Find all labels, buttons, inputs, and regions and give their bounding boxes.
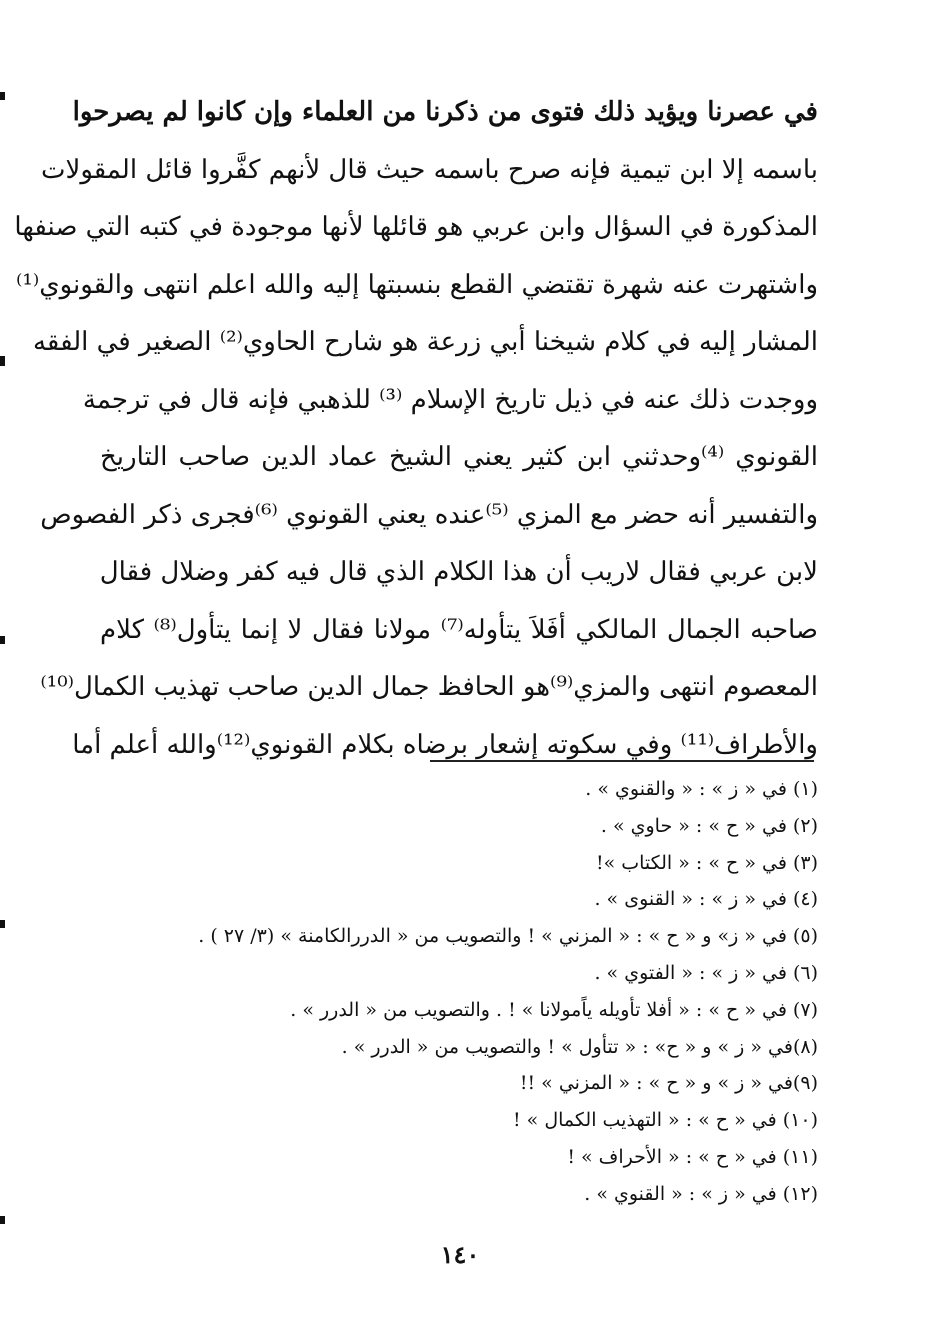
text-line: المذكورة في السؤال وابن عربي هو قائلها لأنها موجودة في كتبه التي صنفها (14, 212, 818, 242)
footnote: (١) في « ز » : « والقنوي » . (585, 778, 818, 800)
footnote: (٦) في « ز » : « الفتوي » . (594, 961, 818, 984)
footnote: (٤) في « ز » : « القنوى » . (594, 888, 818, 911)
text-line: المشار إليه في كلام شيخنا أبي زرعة هو شارح الحاوي⁽²⁾ الصغير في الفقه (32, 327, 818, 357)
footnote-separator (430, 760, 814, 762)
text-line: ووجدت ذلك عنه في ذيل تاريخ الإسلام ⁽³⁾ للذهبي فإنه قال في ترجمة (82, 384, 818, 415)
margin-mark (0, 356, 5, 366)
footnote: (١٢) في « ز » : « القنوي » . (584, 1182, 818, 1205)
text-line: واشتهرت عنه شهرة تقتضي القطع بنسبتها إليه والله اعلم انتهى والقونوي⁽¹⁾ (16, 269, 818, 300)
page-number: ١٤٠ (440, 1240, 480, 1269)
text-line: لابن عربي فقال لاريب أن هذا الكلام الذي قال فيه كفر وضلال فقال (99, 557, 818, 587)
text-line: صاحبه الجمال المالكي أفَلاَ يتأوله⁽⁷⁾ مولانا فقال لا إنما يتأول⁽⁸⁾ كلام (100, 614, 819, 645)
footnote: (٨)في « ز » و « ح» : « تتأول » ! والتصويب من « الدرر » . (341, 1035, 818, 1058)
margin-mark (0, 92, 5, 100)
text-line: المعصوم انتهى والمزي⁽⁹⁾هو الحافظ جمال الدين صاحب تهذيب الكمال⁽¹⁰⁾ (40, 672, 818, 702)
text-line: القونوي ⁽⁴⁾وحدثني ابن كثير يعني الشيخ عماد الدين صاحب التاريخ (100, 442, 818, 472)
footnote: (٧) في « ح » : « أفلا تأويله ياًمولانا » ! . والتصويب من « الدرر » . (290, 998, 818, 1021)
footnote: (٢) في « ح » : « حاوي » . (600, 814, 818, 837)
margin-mark (0, 920, 5, 928)
footnote: (٩)في « ز » و « ح » : « المزني » !! (519, 1072, 818, 1095)
main-text (14, 88, 819, 778)
footnote: (٥) في « ز» و « ح » : « المزني » ! والتصويب من « الدررالكامنة » (٣/ ٢٧ ) . (198, 925, 818, 948)
text-line: والأطراف⁽¹¹⁾ وفي سكوته إشعار برضاه بكلام القونوي⁽¹²⁾والله أعلم أما (72, 729, 818, 760)
margin-mark (0, 1216, 5, 1224)
margin-mark (0, 636, 5, 644)
text-line: في عصرنا ويؤيد ذلك فتوى من ذكرنا من العلماء وإن كانوا لم يصرحوا (72, 97, 818, 127)
text-line: والتفسير أنه حضر مع المزي ⁽⁵⁾عنده يعني القونوي ⁽⁶⁾فجرى ذكر الفصوص (40, 499, 818, 530)
footnote: (٣) في « ح » : « الكتاب »! (595, 851, 818, 874)
text-line: باسمه إلا ابن تيمية فإنه صرح باسمه حيث قال لأنهم كفَّروا قائل المقولات (41, 154, 818, 185)
footnote: (١١) في « ح » : « الأحراف » ! (567, 1145, 818, 1168)
footnote: (١٠) في « ح » : « التهذيب الكمال » ! (513, 1109, 818, 1132)
footnotes (100, 772, 818, 1214)
